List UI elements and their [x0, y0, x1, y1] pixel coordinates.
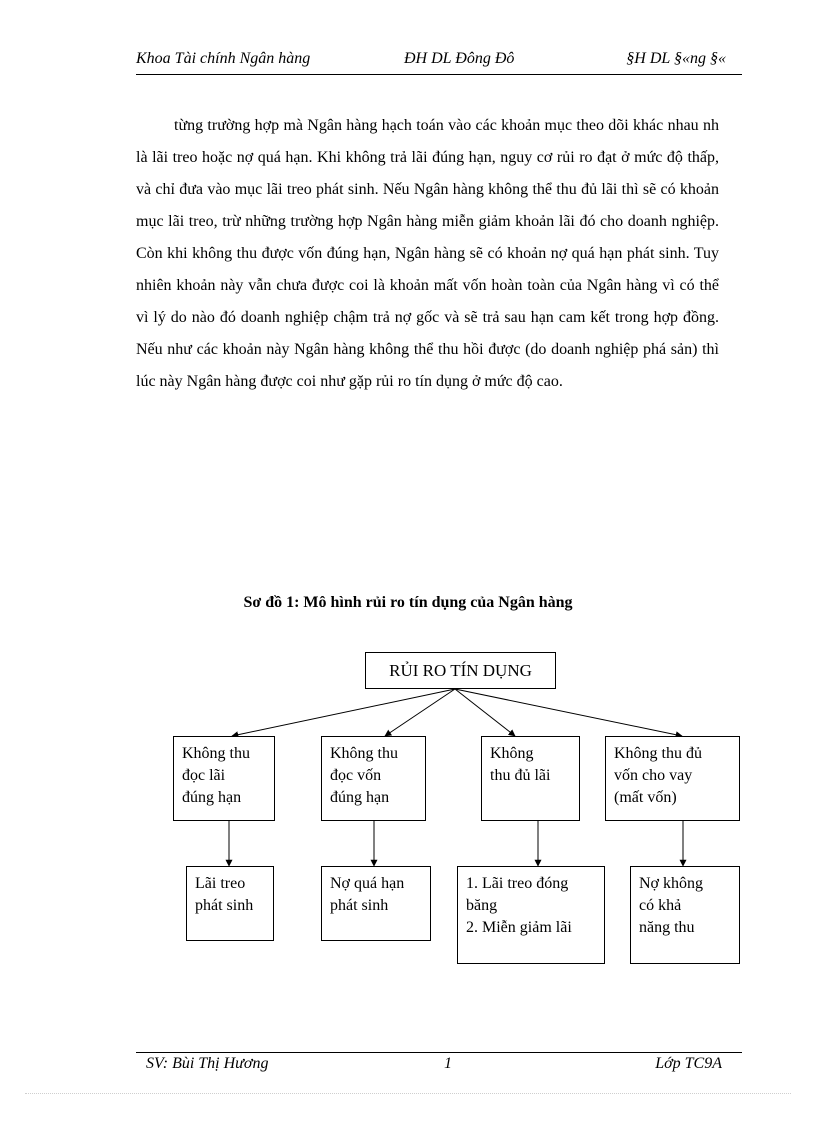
footer-class: Lớp TC9A: [655, 1055, 722, 1072]
result-box: [457, 866, 605, 964]
root-risk-box: [365, 652, 556, 689]
cause-label: Không thu đủ lãi: [490, 745, 551, 784]
page-footer: [136, 1055, 742, 1077]
result-box: [186, 866, 274, 941]
cause-box: [605, 736, 740, 821]
arrow-root-to-cause-3: [455, 689, 515, 736]
page-edge-divider: [25, 1093, 791, 1094]
result-label: 1. Lãi treo đóng băng 2. Miễn giảm lãi: [466, 875, 572, 936]
cause-box: [481, 736, 580, 821]
body-paragraph: từng trường hợp mà Ngân hàng hạch toán vào các khoản mục theo dõi khác nhau nh là lãi treo hoặc nợ quá hạn. Khi không trả lãi đúng hạn, nguy cơ rủi ro đạt ở mức độ thấp, và chỉ đưa vào mục lãi treo phát sinh. Nếu Ngân hàng không thể thu đủ lãi thì sẽ có khoản mục lãi treo, trừ những trường hợp Ngân hàng miễn giảm khoản lãi đó cho doanh nghiệp. Còn khi không thu được vốn đúng hạn, Ngân hàng sẽ có khoản nợ quá hạn phát sinh. Tuy nhiên khoản này vẫn chưa được coi là khoản mất vốn hoàn toàn của Ngân hàng vì có thể vì lý do nào đó doanh nghiệp chậm trả nợ gốc và sẽ trả sau hạn cam kết trong hợp đồng. Nếu như các khoản này Ngân hàng không thể thu hồi được (do doanh nghiệp phá sản) thì lúc này Ngân hàng được coi như gặp rủi ro tín dụng ở mức độ cao.: [136, 117, 719, 390]
header-faculty: Khoa Tài chính Ngân hàng: [136, 50, 311, 67]
cause-box: [173, 736, 275, 821]
footer-student: SV: Bùi Thị Hương: [146, 1055, 269, 1072]
result-box: [630, 866, 740, 964]
diagram-title: Sơ đồ 1: Mô hình rủi ro tín dụng của Ngân hàng: [243, 594, 573, 611]
cause-box: [321, 736, 426, 821]
header-university: ĐH DL Đông Đô: [404, 50, 515, 67]
result-box: [321, 866, 431, 941]
cause-label: Không thu đọc lãi đúng hạn: [182, 745, 250, 806]
result-label: Nợ quá hạn phát sinh: [330, 875, 405, 914]
cause-label: Không thu đọc vốn đúng hạn: [330, 745, 398, 806]
root-risk-label: RỦI RO TÍN DỤNG: [389, 661, 532, 680]
result-label: Lãi treo phát sinh: [195, 875, 254, 914]
page-number: 1: [444, 1055, 452, 1072]
footer-rule: [136, 1052, 742, 1053]
cause-label: Không thu đủ vốn cho vay (mất vốn): [614, 745, 702, 806]
result-label: Nợ không có khả năng thu: [639, 875, 704, 936]
arrow-root-to-cause-1: [232, 689, 455, 736]
arrow-root-to-cause-4: [455, 689, 682, 736]
header-university-legacy: §H DL §«ng §«: [626, 50, 726, 67]
